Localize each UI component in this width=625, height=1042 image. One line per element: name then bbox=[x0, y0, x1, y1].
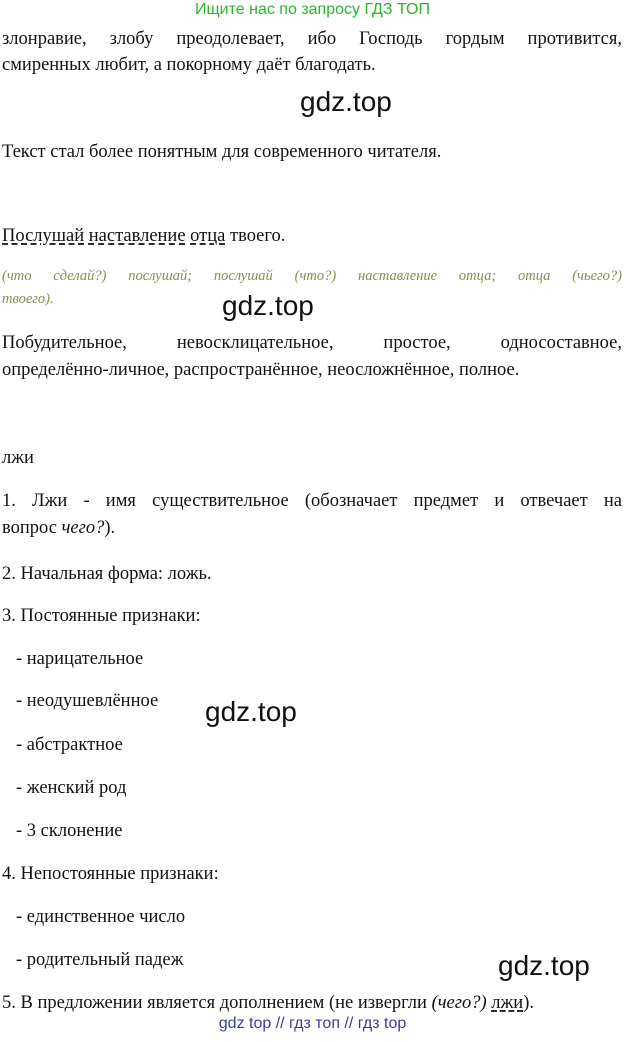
object-word: лжи bbox=[491, 993, 524, 1013]
item-4: 4. Непостоянные признаки: bbox=[2, 864, 219, 884]
attribute-word: твоего bbox=[230, 226, 281, 246]
watermark: gdz.top bbox=[498, 950, 590, 981]
watermark: gdz.top bbox=[205, 696, 297, 727]
bottom-banner[interactable]: gdz top // гдз топ // гдз top bbox=[218, 1015, 407, 1032]
permanent-feature: - неодушевлённое bbox=[16, 691, 159, 711]
paragraph-line: смиренных любит, а покорному даёт благодать. bbox=[2, 55, 376, 75]
permanent-feature: - нарицательное bbox=[16, 649, 144, 669]
item-1: 1. Лжи - имя существительное (обозначает предмет и отвечает на bbox=[2, 491, 622, 511]
paragraph: Текст стал более понятным для современного читателя. bbox=[2, 142, 442, 162]
watermark: gdz.top bbox=[222, 290, 314, 321]
item-2: 2. Начальная форма: ложь. bbox=[2, 564, 212, 584]
predicate: Послушай bbox=[2, 226, 85, 246]
parsed-word: лжи bbox=[2, 448, 34, 468]
item-5: 5. В предложении является дополнением (не извергли (чего?) лжи). bbox=[2, 993, 534, 1013]
non-permanent-feature: - единственное число bbox=[16, 907, 186, 927]
permanent-feature: - женский род bbox=[16, 778, 127, 798]
item-1-cont: вопрос чего?). bbox=[2, 518, 116, 538]
characteristic-line: определённо-личное, распространённое, неосложнённое, полное. bbox=[2, 360, 520, 380]
non-permanent-feature: - родительный падеж bbox=[16, 950, 184, 970]
object: наставление bbox=[88, 226, 186, 246]
permanent-feature: - абстрактное bbox=[16, 735, 123, 755]
analyzed-sentence: Послушай наставление отца твоего. bbox=[2, 226, 286, 246]
parse-note-line: (что сделай?) послушай; послушай (что?) наставление отца; отца (чьего?) bbox=[2, 268, 622, 284]
top-banner[interactable]: Ищите нас по запросу ГДЗ ТОП bbox=[195, 1, 430, 18]
paragraph-line: злонравие, злобу преодолевает, ибо Господь гордым противится, bbox=[2, 29, 622, 49]
item-3: 3. Постоянные признаки: bbox=[2, 606, 201, 626]
parse-note-line: твоего). bbox=[2, 291, 54, 307]
watermark: gdz.top bbox=[300, 86, 392, 117]
characteristic-line: Побудительное, невосклицательное, простое, односоставное, bbox=[2, 333, 622, 353]
permanent-feature: - 3 склонение bbox=[16, 821, 123, 841]
attribute: отца bbox=[190, 226, 226, 246]
